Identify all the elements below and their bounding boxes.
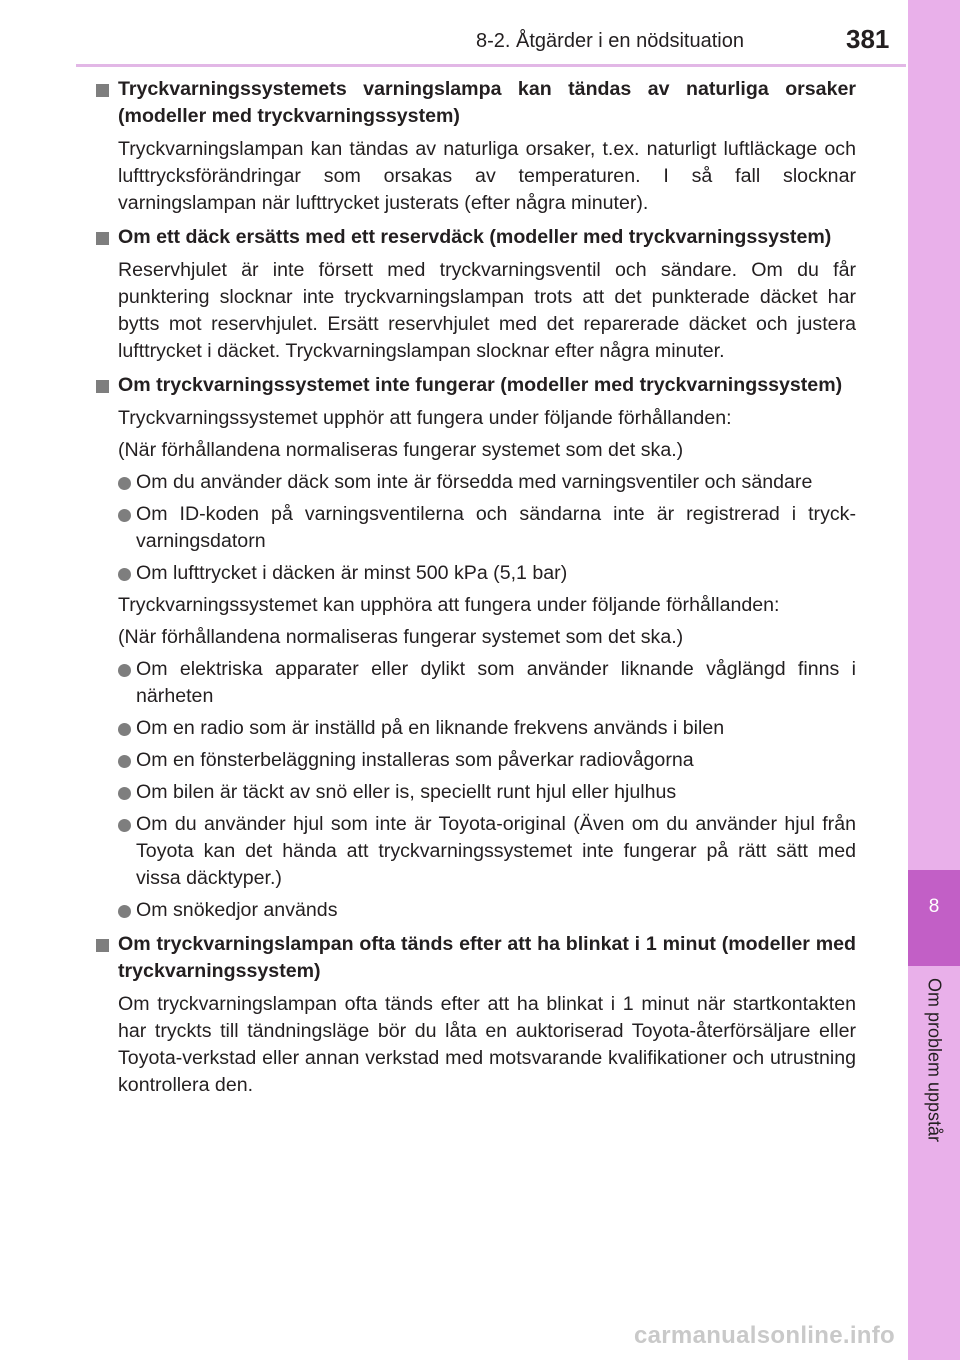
section-item: [96, 76, 856, 217]
circle-bullet-icon: [118, 509, 131, 522]
list-item-text: Om en fönsterbeläggning installeras som påverkar radiovågorna: [136, 749, 694, 771]
paragraph: (När förhållandena normaliseras fungerar systemet som det ska.): [118, 439, 684, 461]
square-bullet-icon: [96, 84, 109, 97]
list-item-text: Om snökedjor används: [136, 899, 338, 921]
section-heading: [96, 224, 856, 251]
heading-text: Om ett däck ersätts med ett reservdäck (modeller med tryckvarningssystem): [118, 226, 832, 248]
list-item: [96, 560, 856, 587]
header-divider: [76, 64, 906, 67]
chapter-title: Om problem uppstår: [924, 977, 945, 1143]
paragraph: Tryckvarningssystemet upphör att fungera under följande förhållanden:: [118, 407, 732, 429]
list-item-text: Om lufttrycket i däcken är minst 500 kPa (5,1 bar): [136, 562, 568, 584]
section-item: [96, 372, 856, 924]
circle-bullet-icon: [118, 568, 131, 581]
section-heading: [96, 372, 856, 399]
circle-bullet-icon: [118, 819, 131, 832]
chapter-number-box: [908, 870, 960, 966]
section-heading: [96, 76, 856, 130]
square-bullet-icon: [96, 232, 109, 245]
circle-bullet-icon: [118, 723, 131, 736]
paragraph: Reservhjulet är inte försett med tryckvarningsventil och sändare. Om du får punktering slocknar inte tryckvarningslampan trots att det punkterade däcket har bytts mot reservhjulet. Ersätt reservhjulet med det reparerade däcket och justera lufttrycket i däcket. Tryckvarningslampan slocknar efter några minuter.: [118, 259, 856, 362]
list-item: [96, 897, 856, 924]
section-title: 8-2. Åtgärder i en nödsituation: [476, 30, 744, 52]
circle-bullet-icon: [118, 787, 131, 800]
list-item-text: Om elektriska apparater eller dylikt som använder liknande våglängd finns i närheten: [136, 658, 856, 707]
section-heading: [96, 931, 856, 985]
list-item: [96, 715, 856, 742]
list-item-text: Om du använder däck som inte är försedda med varningsventiler och sändare: [136, 471, 813, 493]
section-item: [96, 931, 856, 1099]
circle-bullet-icon: [118, 477, 131, 490]
page-content: [96, 76, 856, 1106]
paragraph: (När förhållandena normaliseras fungerar systemet som det ska.): [118, 626, 684, 648]
list-item: [96, 656, 856, 710]
list-item-text: Om en radio som är inställd på en liknande frekvens används i bilen: [136, 717, 725, 739]
list-item: [96, 747, 856, 774]
circle-bullet-icon: [118, 905, 131, 918]
list-item: [96, 501, 856, 555]
list-item: [96, 779, 856, 806]
heading-text: Om tryckvarningslampan ofta tänds efter att ha blinkat i 1 minut (modeller med tryckvarningssystem): [118, 933, 856, 982]
circle-bullet-icon: [118, 755, 131, 768]
watermark-link[interactable]: carmanualsonline.info: [634, 1322, 896, 1349]
circle-bullet-icon: [118, 664, 131, 677]
list-item-text: Om bilen är täckt av snö eller is, speciellt runt hjul eller hjulhus: [136, 781, 677, 803]
heading-text: Tryckvarningssystemets varningslampa kan tändas av naturliga orsaker (modeller med tryckvarningssystem): [118, 78, 856, 127]
heading-text: Om tryckvarningssystemet inte fungerar (modeller med tryckvarningssystem): [118, 374, 843, 396]
square-bullet-icon: [96, 380, 109, 393]
page-header: [0, 0, 960, 66]
chapter-side-tab: [908, 0, 960, 1360]
paragraph: Om tryckvarningslampan ofta tänds efter att ha blinkat i 1 minut när startkontakten har tryckts till tändningsläge bör du låta en auktoriserad Toyota-återförsäljare eller Toyota-verkstad eller annan verkstad med motsvarande kvalifikationer och utrustning kontrollera den.: [118, 993, 856, 1096]
square-bullet-icon: [96, 939, 109, 952]
section-item: [96, 224, 856, 365]
page-number: 381: [846, 24, 890, 54]
paragraph: Tryckvarningssystemet kan upphöra att fungera under följande förhållanden:: [118, 594, 780, 616]
list-item-text: Om ID-koden på varningsventilerna och sändarna inte är registrerad i tryckvarningsdatorn: [136, 503, 856, 552]
chapter-number: 8: [928, 896, 940, 917]
list-item: [96, 811, 856, 892]
paragraph: Tryckvarningslampan kan tändas av naturliga orsaker, t.ex. naturligt luftläckage och lufttrycksförändringar som orsakas av temperaturen. I så fall slocknar varningslampan när lufttrycket justerats (efter några minuter).: [118, 138, 856, 214]
list-item: [96, 469, 856, 496]
list-item-text: Om du använder hjul som inte är Toyota-original (Även om du använder hjul från Toyota kan det hända att tryckvarningssystemet inte fungerar på rätt sätt med vissa däcktyper.): [136, 813, 856, 889]
